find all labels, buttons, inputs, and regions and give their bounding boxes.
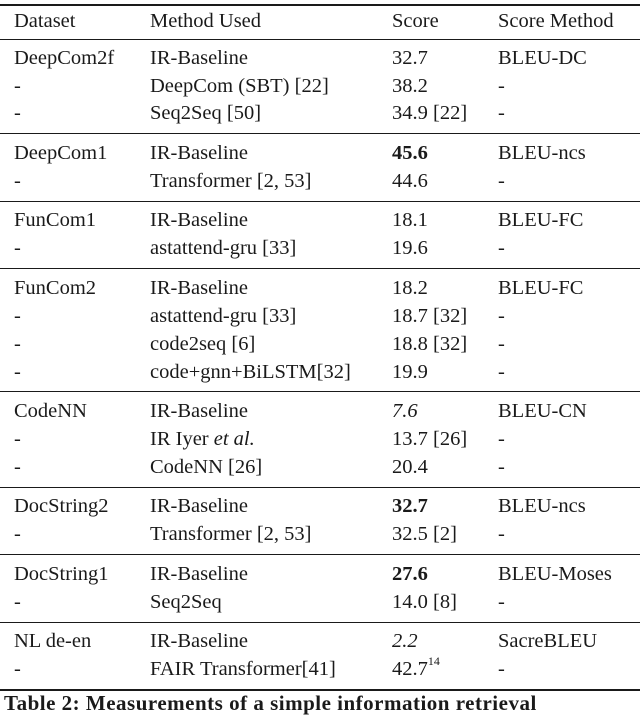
- cell-score: 13.7 [26]: [392, 428, 468, 450]
- cell-score: 19.9: [392, 361, 428, 383]
- cell-dataset: -: [14, 361, 21, 383]
- cell-method: Transformer [2, 53]: [150, 170, 312, 192]
- cell-dataset: FunCom1: [14, 209, 97, 231]
- cell-score: 18.7 [32]: [392, 305, 468, 327]
- cell-metric: BLEU-ncs: [498, 495, 586, 517]
- group-divider: [0, 201, 640, 202]
- cell-dataset: -: [14, 591, 21, 613]
- cell-score: 7.6: [392, 400, 418, 422]
- cell-dataset: -: [14, 305, 21, 327]
- cell-metric: -: [498, 456, 505, 478]
- group-divider: [0, 391, 640, 392]
- cell-dataset: -: [14, 102, 21, 124]
- cell-metric: BLEU-CN: [498, 400, 587, 422]
- cell-dataset: DeepCom1: [14, 142, 108, 164]
- group-divider: [0, 622, 640, 623]
- cell-metric: -: [498, 591, 505, 613]
- score-value: 42.7: [392, 658, 428, 680]
- cell-metric: BLEU-FC: [498, 209, 584, 231]
- cell-method: IR-Baseline: [150, 630, 248, 652]
- group-divider: [0, 268, 640, 269]
- cell-score: 18.2: [392, 277, 428, 299]
- cell-score: 20.4: [392, 456, 428, 478]
- group-divider: [0, 133, 640, 134]
- cell-method: IR-Baseline: [150, 495, 248, 517]
- cell-method: IR-Baseline: [150, 47, 248, 69]
- footnote-marker: 14: [427, 654, 440, 669]
- cell-metric: -: [498, 361, 505, 383]
- cell-score: [392, 654, 440, 681]
- table-header-rule: [0, 39, 640, 40]
- cell-score: 19.6: [392, 237, 428, 259]
- cell-score: 2.2: [392, 630, 418, 652]
- cell-metric: -: [498, 658, 505, 680]
- cell-metric: -: [498, 523, 505, 545]
- cell-score: 32.5 [2]: [392, 523, 457, 545]
- cell-method: astattend-gru [33]: [150, 305, 297, 327]
- cell-score: 27.6: [392, 563, 428, 585]
- cell-method: code+gnn+BiLSTM[32]: [150, 361, 351, 383]
- cell-method: IR-Baseline: [150, 209, 248, 231]
- cell-method: Transformer [2, 53]: [150, 523, 312, 545]
- cell-score: 18.1: [392, 209, 428, 231]
- cell-dataset: CodeNN: [14, 400, 87, 422]
- cell-method: DeepCom (SBT) [22]: [150, 75, 329, 97]
- cell-metric: BLEU-Moses: [498, 563, 612, 585]
- cell-score: 32.7: [392, 495, 428, 517]
- cell-method: IR-Baseline: [150, 142, 248, 164]
- header-metric: Score Method: [498, 10, 614, 32]
- method-text: IR Iyer: [150, 428, 214, 450]
- cell-metric: -: [498, 170, 505, 192]
- cell-dataset: -: [14, 170, 21, 192]
- cell-metric: -: [498, 75, 505, 97]
- cell-metric: BLEU-FC: [498, 277, 584, 299]
- cell-method: CodeNN [26]: [150, 456, 263, 478]
- cell-metric: SacreBLEU: [498, 630, 598, 652]
- cell-score: 38.2: [392, 75, 428, 97]
- cell-dataset: FunCom2: [14, 277, 97, 299]
- cell-method: astattend-gru [33]: [150, 237, 297, 259]
- cell-dataset: -: [14, 456, 21, 478]
- cell-metric: -: [498, 428, 505, 450]
- cell-dataset: -: [14, 333, 21, 355]
- header-dataset: Dataset: [14, 10, 76, 32]
- method-italic-text: et al.: [213, 428, 255, 450]
- cell-score: 14.0 [8]: [392, 591, 457, 613]
- cell-dataset: DeepCom2f: [14, 47, 115, 69]
- cell-score: 34.9 [22]: [392, 102, 468, 124]
- cell-method: IR-Baseline: [150, 563, 248, 585]
- cell-dataset: -: [14, 428, 21, 450]
- cell-dataset: DocString2: [14, 495, 109, 517]
- cell-method: Seq2Seq [50]: [150, 102, 262, 124]
- cell-dataset: -: [14, 523, 21, 545]
- cell-metric: -: [498, 102, 505, 124]
- cell-dataset: -: [14, 658, 21, 680]
- group-divider: [0, 487, 640, 488]
- cell-dataset: -: [14, 237, 21, 259]
- cell-method: FAIR Transformer[41]: [150, 658, 336, 680]
- cell-score: 44.6: [392, 170, 428, 192]
- cell-method: IR-Baseline: [150, 277, 248, 299]
- cell-metric: -: [498, 237, 505, 259]
- cell-metric: BLEU-ncs: [498, 142, 586, 164]
- table-caption: Table 2: Measurements of a simple information retrieval: [4, 691, 537, 715]
- cell-score: 18.8 [32]: [392, 333, 468, 355]
- cell-method: code2seq [6]: [150, 333, 256, 355]
- cell-dataset: NL de-en: [14, 630, 92, 652]
- cell-dataset: -: [14, 75, 21, 97]
- cell-score: 32.7: [392, 47, 428, 69]
- cell-metric: -: [498, 333, 505, 355]
- cell-metric: BLEU-DC: [498, 47, 587, 69]
- cell-dataset: DocString1: [14, 563, 109, 585]
- cell-method: IR-Baseline: [150, 400, 248, 422]
- group-divider: [0, 554, 640, 555]
- cell-method: [150, 427, 255, 451]
- cell-method: Seq2Seq: [150, 591, 222, 613]
- table-top-rule: [0, 4, 640, 6]
- cell-score: 45.6: [392, 142, 428, 164]
- header-method: Method Used: [150, 10, 262, 32]
- cell-metric: -: [498, 305, 505, 327]
- header-score: Score: [392, 10, 439, 32]
